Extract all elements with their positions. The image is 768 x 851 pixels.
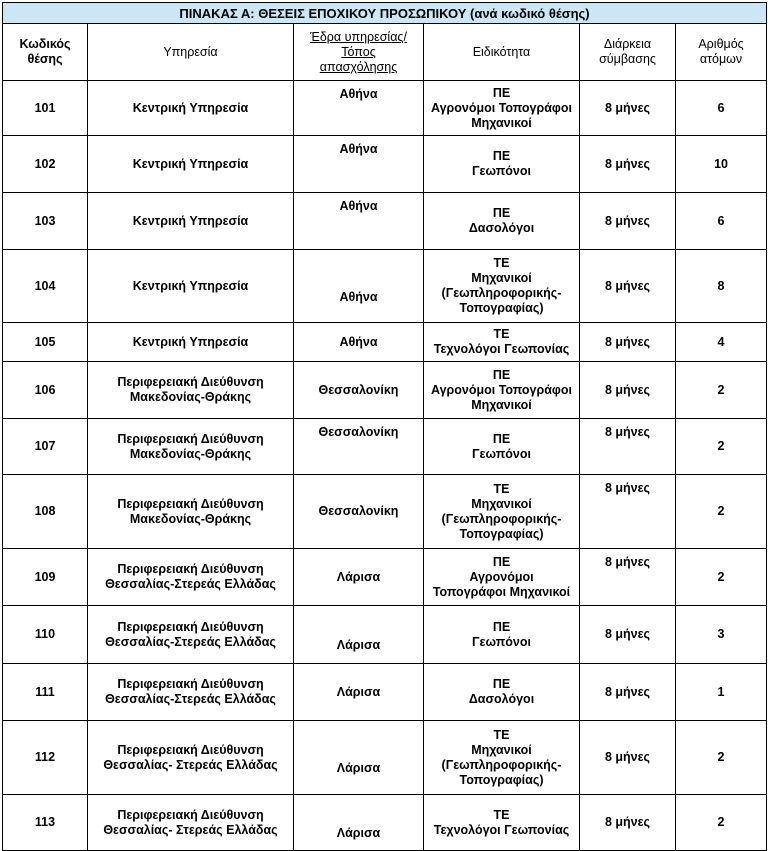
cell-specialty: ΠΕ Αγρονόμοι Τοπογράφοι Μηχανικοί [424, 549, 580, 606]
cell-count: 2 [676, 721, 767, 795]
cell-location: Λάρισα [294, 664, 424, 721]
cell-duration: 8 μήνες [580, 250, 676, 323]
cell-count: 8 [676, 250, 767, 323]
cell-service: Περιφερειακή Διεύθυνση Θεσσαλίας-Στερεάς Ελλάδας [88, 606, 294, 664]
cell-count: 6 [676, 193, 767, 250]
cell-count: 2 [676, 362, 767, 419]
cell-duration: 8 μήνες [580, 475, 676, 549]
cell-service: Κεντρική Υπηρεσία [88, 81, 294, 136]
cell-code: 107 [3, 419, 88, 475]
table-row [3, 475, 767, 549]
cell-location: Αθήνα [294, 250, 424, 323]
cell-specialty: ΠΕ Γεωπόνοι [424, 419, 580, 475]
cell-service: Κεντρική Υπηρεσία [88, 193, 294, 250]
header-code: Κωδικός θέσης [3, 24, 88, 81]
cell-code: 106 [3, 362, 88, 419]
cell-duration: 8 μήνες [580, 606, 676, 664]
cell-code: 112 [3, 721, 88, 795]
table-row [3, 606, 767, 664]
cell-specialty: ΠΕ Δασολόγοι [424, 664, 580, 721]
cell-service: Περιφερειακή Διεύθυνση Θεσσαλίας- Στερεάς Ελλάδας [88, 721, 294, 795]
header-duration: Διάρκεια σύμβασης [580, 24, 676, 81]
table-row [3, 419, 767, 475]
cell-code: 103 [3, 193, 88, 250]
cell-duration: 8 μήνες [580, 721, 676, 795]
cell-code: 110 [3, 606, 88, 664]
cell-duration: 8 μήνες [580, 419, 676, 475]
header-count: Αριθμός ατόμων [676, 24, 767, 81]
cell-specialty: ΤΕ Μηχανικοί (Γεωπληροφορικής- Τοπογραφίας) [424, 721, 580, 795]
cell-location: Αθήνα [294, 81, 424, 136]
cell-duration: 8 μήνες [580, 323, 676, 362]
cell-location: Λάρισα [294, 721, 424, 795]
cell-specialty: ΠΕ Αγρονόμοι Τοπογράφοι Μηχανικοί [424, 362, 580, 419]
cell-location: Αθήνα [294, 136, 424, 193]
cell-specialty: ΤΕ Τεχνολόγοι Γεωπονίας [424, 323, 580, 362]
table-title: ΠΙΝΑΚΑΣ Α: ΘΕΣΕΙΣ ΕΠΟΧΙΚΟΥ ΠΡΟΣΩΠΙΚΟΥ (ανά κωδικό θέσης) [3, 3, 767, 24]
cell-service: Κεντρική Υπηρεσία [88, 136, 294, 193]
table-row [3, 81, 767, 136]
header-row [3, 24, 767, 81]
cell-location: Αθήνα [294, 323, 424, 362]
cell-count: 3 [676, 606, 767, 664]
cell-specialty: ΤΕ Μηχανικοί (Γεωπληροφορικής- Τοπογραφίας) [424, 475, 580, 549]
cell-duration: 8 μήνες [580, 136, 676, 193]
cell-service: Κεντρική Υπηρεσία [88, 250, 294, 323]
cell-location: Λάρισα [294, 606, 424, 664]
cell-service: Περιφερειακή Διεύθυνση Θεσσαλίας-Στερεάς Ελλάδας [88, 664, 294, 721]
table-row [3, 193, 767, 250]
cell-duration: 8 μήνες [580, 362, 676, 419]
table-row [3, 549, 767, 606]
cell-service: Περιφερειακή Διεύθυνση Θεσσαλίας- Στερεάς Ελλάδας [88, 795, 294, 851]
cell-location: Θεσσαλονίκη [294, 419, 424, 475]
cell-count: 2 [676, 795, 767, 851]
cell-duration: 8 μήνες [580, 664, 676, 721]
cell-specialty: ΠΕ Γεωπόνοι [424, 136, 580, 193]
cell-specialty: ΤΕ Μηχανικοί (Γεωπληροφορικής- Τοπογραφίας) [424, 250, 580, 323]
table-row [3, 795, 767, 851]
cell-location: Λάρισα [294, 549, 424, 606]
cell-service: Περιφερειακή Διεύθυνση Μακεδονίας-Θράκης [88, 475, 294, 549]
cell-specialty: ΤΕ Τεχνολόγοι Γεωπονίας [424, 795, 580, 851]
table-body [3, 81, 767, 851]
cell-code: 111 [3, 664, 88, 721]
table-row [3, 136, 767, 193]
table-row [3, 721, 767, 795]
cell-duration: 8 μήνες [580, 795, 676, 851]
cell-duration: 8 μήνες [580, 81, 676, 136]
cell-specialty: ΠΕ Γεωπόνοι [424, 606, 580, 664]
cell-location: Αθήνα [294, 193, 424, 250]
cell-count: 1 [676, 664, 767, 721]
header-service: Υπηρεσία [88, 24, 294, 81]
header-location: Έδρα υπηρεσίας/ Τόπος απασχόλησης [294, 24, 424, 81]
header-specialty: Ειδικότητα [424, 24, 580, 81]
cell-location: Θεσσαλονίκη [294, 362, 424, 419]
cell-code: 104 [3, 250, 88, 323]
table-row [3, 250, 767, 323]
cell-count: 4 [676, 323, 767, 362]
cell-specialty: ΠΕ Αγρονόμοι Τοπογράφοι Μηχανικοί [424, 81, 580, 136]
cell-duration: 8 μήνες [580, 193, 676, 250]
cell-code: 101 [3, 81, 88, 136]
cell-location: Θεσσαλονίκη [294, 475, 424, 549]
table-row [3, 664, 767, 721]
cell-count: 2 [676, 475, 767, 549]
cell-service: Περιφερειακή Διεύθυνση Μακεδονίας-Θράκης [88, 362, 294, 419]
cell-code: 108 [3, 475, 88, 549]
cell-count: 10 [676, 136, 767, 193]
cell-service: Κεντρική Υπηρεσία [88, 323, 294, 362]
cell-code: 113 [3, 795, 88, 851]
cell-service: Περιφερειακή Διεύθυνση Θεσσαλίας-Στερεάς Ελλάδας [88, 549, 294, 606]
positions-table [2, 2, 767, 851]
cell-location: Λάρισα [294, 795, 424, 851]
table-row [3, 362, 767, 419]
cell-count: 2 [676, 549, 767, 606]
cell-service: Περιφερειακή Διεύθυνση Μακεδονίας-Θράκης [88, 419, 294, 475]
cell-duration: 8 μήνες [580, 549, 676, 606]
cell-code: 109 [3, 549, 88, 606]
cell-specialty: ΠΕ Δασολόγοι [424, 193, 580, 250]
table-row [3, 323, 767, 362]
cell-code: 102 [3, 136, 88, 193]
cell-count: 2 [676, 419, 767, 475]
cell-count: 6 [676, 81, 767, 136]
cell-code: 105 [3, 323, 88, 362]
